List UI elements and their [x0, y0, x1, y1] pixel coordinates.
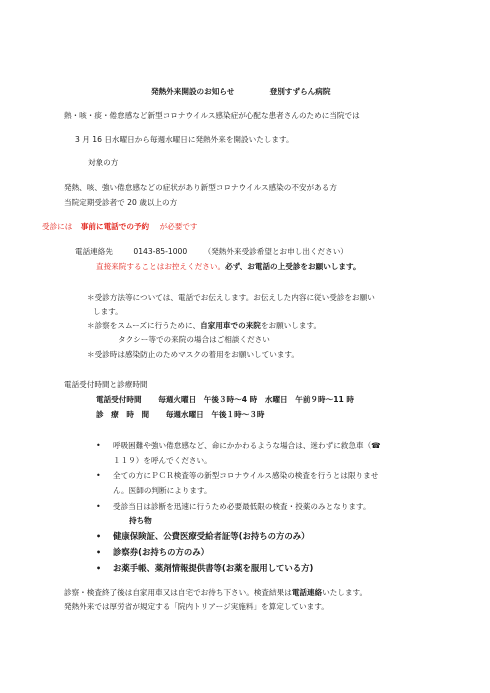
- page-title: [151, 86, 330, 97]
- target-line-1: 発熱、咳、強い倦怠感などの症状があり新型コロナウイルス感染の不安がある方: [64, 183, 337, 192]
- belonging-item-2: 診察券(お持ちの方のみ）: [113, 547, 209, 557]
- bullet-dot-icon: •: [96, 441, 101, 450]
- note-2-bold: 自家用車での来院: [200, 321, 261, 330]
- clinic-hours-value: 毎週水曜日 午後１時～３時: [165, 410, 265, 419]
- note-1-line-1: ＊受診方法等については、電話でお伝えします。お伝えした内容に従い受診をお願い: [87, 293, 375, 302]
- phone-warning: [96, 261, 361, 272]
- intro-line-1: 熱・咳・痰・倦怠感など新型コロナウイルス感染症が心配な患者さんのために当院では: [64, 111, 360, 120]
- phone-warning-red: 直接来院することはお控えください。: [96, 262, 226, 271]
- footer-line-1-bold: 電話連絡: [291, 588, 323, 597]
- bullet-dot-icon: •: [96, 548, 102, 557]
- belonging-item-3: お薬手帳、薬剤情報提供書等(お薬を服用している方): [113, 563, 314, 573]
- note-1-line-2: します。: [93, 307, 123, 316]
- footer-line-1: [64, 587, 367, 598]
- note-2-sub: タクシー等での来院の場合はご相談ください: [118, 335, 270, 344]
- reservation-suffix: が必要です: [159, 222, 198, 231]
- bullet-dot-icon: •: [96, 471, 101, 480]
- target-line-2: 当院定期受診者で 20 歳以上の方: [64, 198, 178, 207]
- clinic-hours-label: 診 療 時 間: [96, 410, 150, 419]
- bullet-dot-icon: •: [96, 564, 102, 573]
- hours-heading: 電話受付時間と診療時間: [64, 380, 148, 389]
- phone-note: （発熱外来受診希望とお申し出ください）: [203, 247, 348, 256]
- footer-line-1-prefix: 診察・検査終了後は自家用車又は自宅でお待ち下さい。検査結果は: [64, 588, 292, 597]
- belonging-item-1: 健康保険証、公費医療受給者証等(お持ちの方のみ）: [113, 531, 310, 541]
- phone-label: 電話連絡先: [75, 247, 113, 256]
- reservation-prefix: 受診には: [42, 222, 73, 231]
- bullet-3: 受診当日は診断を迅速に行うため必要最低限の検査・投薬のみとなります。: [113, 502, 371, 511]
- bullet-1-line-2: １１９）を呼んでください。: [113, 456, 212, 465]
- bullet-1-line-1: 呼吸困難や強い倦怠感など、命にかかわるような場合は、迷わずに救急車（☎: [113, 441, 381, 450]
- bullet-2-line-2: ん。医師の判断によります。: [113, 486, 212, 495]
- footer-line-1-suffix: いたします。: [322, 588, 368, 597]
- target-heading: 対象の方: [88, 158, 119, 167]
- reservation-notice: [42, 221, 198, 232]
- clinic-hours-row: [96, 409, 265, 420]
- notice-title: 発熱外来開設のお知らせ: [151, 87, 235, 96]
- phone-warning-bold: 必ず、お電話の上受診をお願いします。: [225, 262, 361, 271]
- bullet-dot-icon: •: [96, 532, 102, 541]
- note-2: [87, 320, 321, 331]
- footer-line-2: 発熱外来では厚労省が規定する「院内トリアージ実施料」を算定しています。: [64, 602, 329, 611]
- intro-line-2: 3 月 16 日水曜日から毎週水曜日に発熱外来を開設いたします。: [75, 135, 294, 144]
- phone-hours-value: 毎週火曜日 午後３時～4 時 水曜日 午前９時～11 時: [158, 395, 355, 404]
- reservation-emphasis: 事前に電話での予約: [80, 222, 150, 231]
- phone-hours-row: [96, 394, 354, 405]
- hospital-name: 登別すずらん病院: [269, 87, 331, 96]
- phone-hours-label: 電話受付時間: [96, 395, 142, 404]
- bullet-dot-icon: •: [96, 502, 101, 511]
- phone-number: 0143-85-1000: [133, 247, 188, 256]
- note-3: ＊受診時は感染防止のためマスクの着用をお願いしています。: [87, 350, 300, 359]
- note-2-prefix: ＊診察をスムーズに行うために、: [87, 321, 201, 330]
- bullet-2-line-1: 全ての方にＰＣＲ検査等の新型コロナウイルス感染の検査を行うとは限りませ: [113, 471, 379, 480]
- note-2-suffix: をお願いします。: [260, 321, 322, 330]
- belongings-heading: 持ち物: [129, 516, 152, 525]
- phone-contact: [75, 246, 348, 257]
